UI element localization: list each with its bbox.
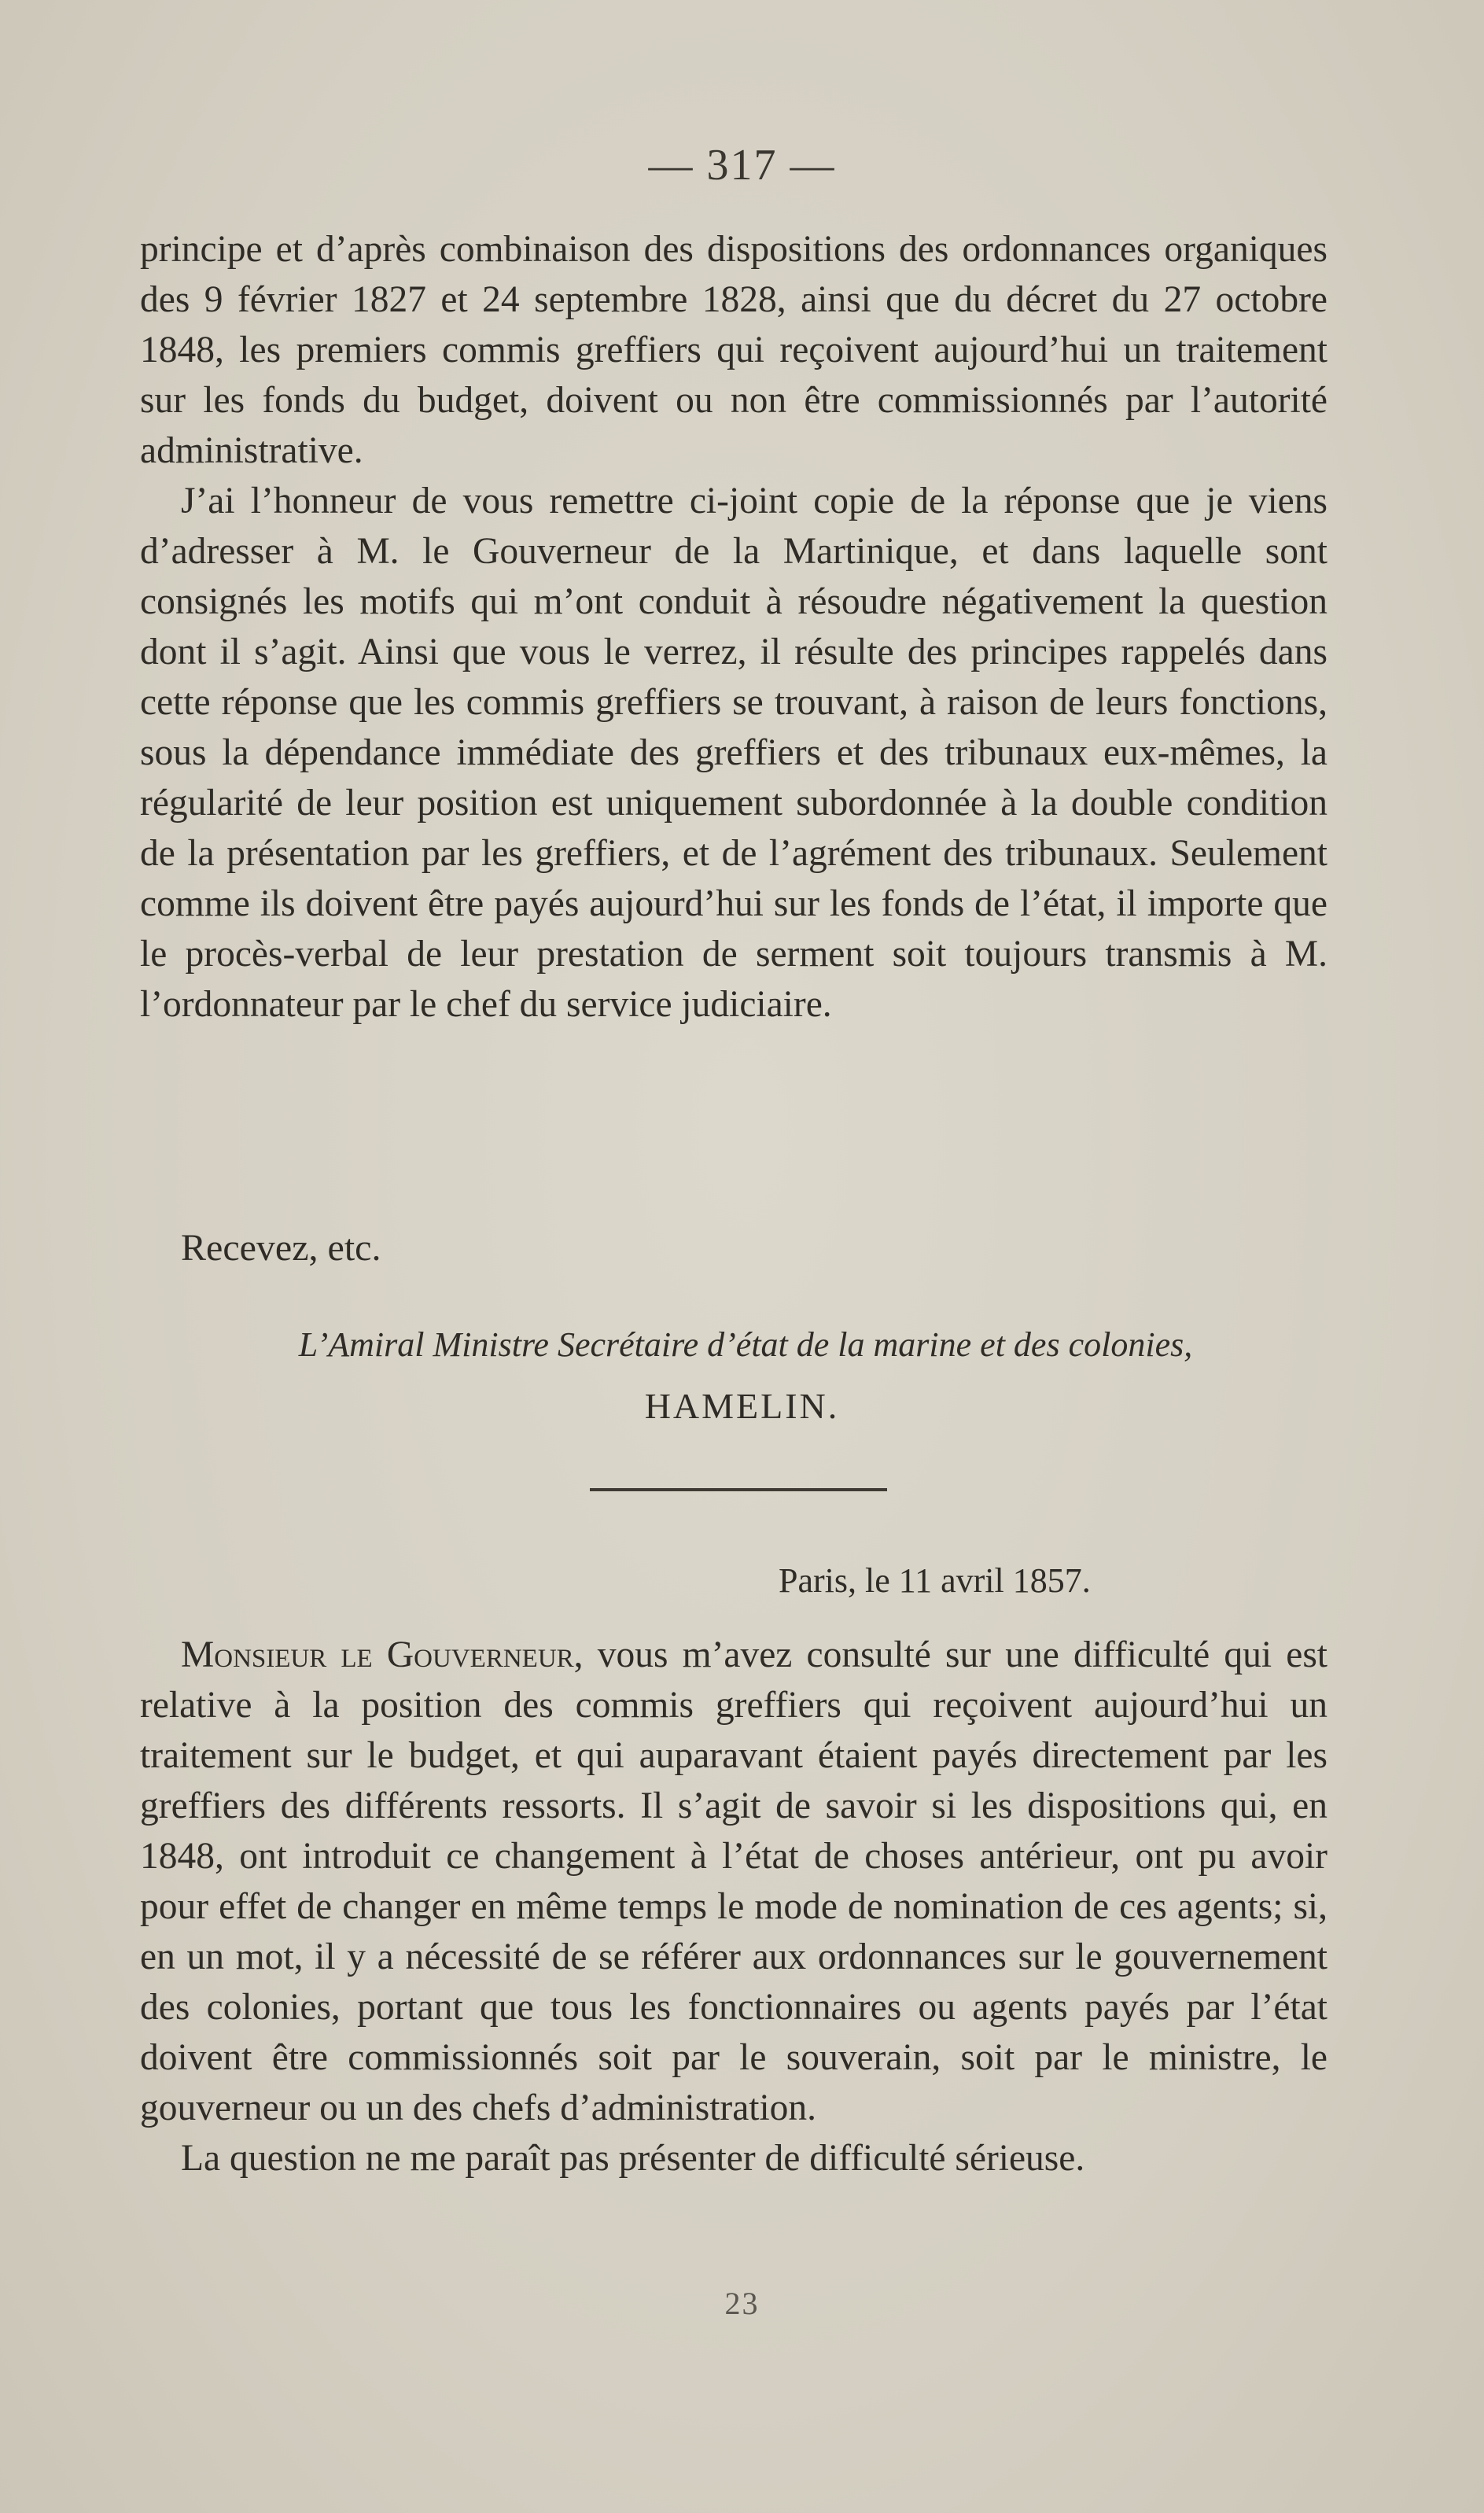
dateline: Paris, le 11 avril 1857. xyxy=(779,1561,1091,1600)
paragraph xyxy=(140,1630,1327,2133)
salutation: Monsieur le Gouverneur, xyxy=(181,1634,584,1675)
letter-1-body xyxy=(140,224,1327,1030)
paragraph: J’ai l’honneur de vous remettre ci-joint copie de la réponse que je viens d’adresser à M. le Gouverneur de la Martinique, et dans laquelle sont consignés les motifs qui m’ont conduit à résoudre négativement la question dont il s’agit. Ainsi que vous le verrez, il résulte des principes rappelés dans cette réponse que les commis greffiers se trouvant, à raison de leurs fonctions, sous la dépendance immédiate des greffiers et des tribunaux eux-mêmes, la régularité de leur position est uniquement subordonnée à la double condition de la présentation par les greffiers, et de l’agrément des tribunaux. Seulement comme ils doivent être payés aujourd’hui sur les fonds de l’état, il importe que le procès-verbal de leur prestation de serment soit toujours transmis à M. l’ordonnateur par le chef du service judiciaire. xyxy=(140,481,1327,1025)
letter-2-body xyxy=(140,1630,1327,2183)
signature-title: L’Amiral Ministre Secrétaire d’état de la marine et des colonies, xyxy=(298,1325,1193,1364)
paragraph: La question ne me paraît pas présenter de difficulté sérieuse. xyxy=(181,2138,1085,2179)
signature-name: HAMELIN. xyxy=(644,1386,840,1426)
page-number: — 317 — xyxy=(648,141,836,190)
section-divider xyxy=(590,1488,887,1491)
paragraph-body: vous m’avez consulté sur une difficulté qui est relative à la position des commis greffiers qui reçoivent aujourd’hui un traitement sur le budget, et qui auparavant étaient payés directement par les greffiers des différents ressorts. Il s’agit de savoir si les dispositions qui, en 1848, ont introduit ce changement à l’état de choses antérieur, ont pu avoir pour effet de changer en même temps le mode de nomination de ces agents; si, en un mot, il y a nécessité de se référer aux ordonnances sur le gouvernement des colonies, portant que tous les fonctionnaires ou agents payés par l’état doivent être commissionnés soit par le souverain, soit par le ministre, le gouverneur ou un des chefs d’administration. xyxy=(140,1634,1327,2128)
signature-mark: 23 xyxy=(724,2286,760,2321)
paragraph: principe et d’après combinaison des dispositions des ordonnances organiques des 9 février 1827 et 24 septembre 1828, ainsi que du décret du 27 octobre 1848, les premiers commis greffiers qui reçoivent aujourd’hui un traitement sur les fonds du budget, doivent ou non être commissionnés par l’autorité administrative. xyxy=(140,229,1327,471)
closing-formula: Recevez, etc. xyxy=(181,1227,381,1269)
